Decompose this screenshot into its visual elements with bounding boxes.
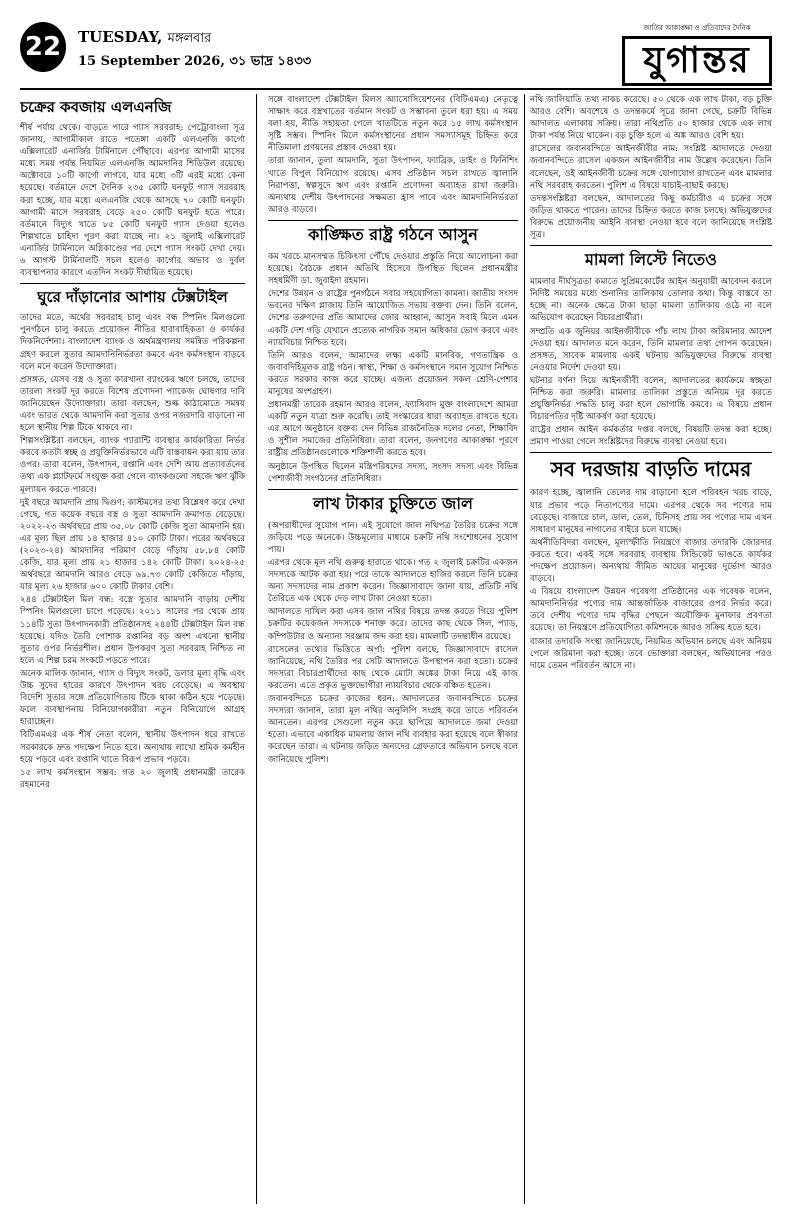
article-headline: সব দরজায় বাড়তি দামের xyxy=(550,457,752,482)
divider xyxy=(268,220,518,221)
logo-tagline: জাতির আকাঙ্ক্ষা ও প্রতিবাদের দৈনিক xyxy=(643,24,751,32)
divider xyxy=(530,452,772,453)
divider xyxy=(20,283,245,284)
page-number: 22 xyxy=(20,22,66,72)
article-paragraph: ১৫ লাখ কর্মসংস্থান সম্ভব: গত ২০ জুলাই প্রধানমন্ত্রী তারেক রহমানের xyxy=(20,767,245,790)
article-paragraph: কম খরচে মানসম্মত চিকিৎসা পৌঁছে দেওয়ার প্রস্তুতি নিয়ে আলোচনা করা হয়েছে। বৈঠকে প্রধান অতিথি হিসেবে উপস্থিত ছিলেন প্রধানমন্ত্রীর সহধর্মিণী ডা. জুবাইদা রহমান। xyxy=(268,251,518,287)
article-headline: মামলা লিস্টে নিতেও xyxy=(585,250,717,270)
article-paragraph: কারণ হচ্ছে, জ্বালানি তেলের দাম বাড়ানো হলে পরিবহন খরচ বাড়ে, যার প্রভাব পড়ে নিত্যপণ্যের দামে। এরপর থেকে সব পণ্যের দাম বেড়েছে। বাজারে চাল, ডাল, তেল, চিনিসহ প্রায় সব পণ্যের দাম এখন সাধারণ মানুষের নাগালের বাইরে চলে যাচ্ছে। xyxy=(530,488,772,535)
masthead xyxy=(20,22,772,84)
article-paragraph: নথি জালিয়াতি তথ্য নাকচ করেছে। ৫০ থেকে এক লাখ টাকা, বড় চুক্তি আরও বেশি। অবশেষে ও তদন্তকর্মে সূত্রে জানা গেছে, চক্রটি বিভিন্ন আদালত এলাকায় সক্রিয়। তারা নথিপ্রতি ৫০ হাজার থেকে এক লাখ টাকা পর্যন্ত নিয়ে থাকেন। বড় চুক্তি হলে এ অঙ্ক আরও বেশি হয়। xyxy=(530,95,772,142)
article-headline: কাঙ্ক্ষিত রাষ্ট্র গঠনে আসুন xyxy=(308,224,478,244)
issue-date: 15 September 2026, ৩১ ভাদ্র ১৪৩৩ xyxy=(78,54,312,69)
article-paragraph: বিটিএমএর এক শীর্ষ নেতা বলেন, স্থানীয় উৎপাদন ধরে রাখতে সরকারকে দ্রুত পদক্ষেপ নিতে হবে। অন্যথায় লাখো শ্রমিক কর্মহীন হয়ে পড়বে এবং রপ্তানি খাতে বিরূপ প্রভাব পড়বে। xyxy=(20,730,245,765)
article-paragraph: রাষ্ট্রের প্রধান আইন কর্মকর্তার দপ্তর বলছে, বিষয়টি তদন্ত করা হচ্ছে। প্রমাণ পাওয়া গেলে সংশ্লিষ্টদের বিরুদ্ধে ব্যবস্থা নেওয়া হবে। xyxy=(530,425,772,448)
newspaper-logo xyxy=(622,22,772,82)
article-paragraph: তিনি আরও বলেন, আমাদের লক্ষ্য একটি মানবিক, গণতান্ত্রিক ও জবাবদিহিমূলক রাষ্ট্র গঠন। স্বাস্থ্য, শিক্ষা ও কর্মসংস্থানে সমান সুযোগ নিশ্চিত করতে সরকার কাজ করে যাচ্ছে। এজন্য প্রয়োজন সকল শ্রেণি-পেশার মানুষের অংশগ্রহণ। xyxy=(268,350,518,397)
column-divider xyxy=(524,94,525,1204)
article-paragraph: দেশের উন্নয়ন ও রাষ্ট্রের পুনর্গঠনে সবার সহযোগিতা কামনা। জাতীয় সংসদ ভবনের দক্ষিণ প্লাজায় তিনি আয়োজিত সভায় বক্তব্য দেন। তিনি বলেন, দেশের তরুণদের প্রতি আমাদের জোর আহ্বান, আসুন সবাই মিলে এমন একটি দেশ গড়ি যেখানে প্রত্যেক নাগরিক সমান অধিকার ভোগ করবে এবং ন্যায়বিচার নিশ্চিত হবে। xyxy=(268,289,518,348)
issue-day xyxy=(78,28,211,50)
column-divider xyxy=(256,94,257,1204)
article-paragraph: শিল্পসংশ্লিষ্টরা বলছেন, ব্যাংক গ্যারান্টি ব্যবস্থার কার্যকারিতা নির্ভর করবে কতটা স্বচ্ছ ও প্রযুক্তিনির্ভরভাবে এটি বাস্তবায়ন করা যায় তার ওপর। তারা বলেন, উৎপাদন, রপ্তানি এবং দেশি আয় প্রত্যাবর্তনের তথ্য এক প্ল্যাটফর্মে সংযুক্ত করা গেলে ব্যাংকগুলো সহজে ঋণ ঝুঁকি মূল্যায়ন করতে পারবে। xyxy=(20,436,245,495)
article-paragraph: দুই বছরে আমদানি প্রায় দ্বিগুণ: কাস্টমসের তথ্য বিশ্লেষণ করে দেখা গেছে, গত কয়েক বছরে বস্ত্র ও সুতা আমদানি ক্রমাগত বেড়েছে। ২০২২-২৩ অর্থবছরে প্রায় ৩৫.০৮ কোটি কেজি সুতা আমদানি হয়। এর মূল্য ছিল প্রায় ১৪ হাজার ৪১০ কোটি টাকা। পরের অর্থবছরে (২০২৩-২৪) আমদানির পরিমাণ বেড়ে দাঁড়ায় ৫৮.৮৪ কোটি কেজি, যার মূল্য প্রায় ২১ হাজার ১৪২ কোটি টাকা। ২০২৪-২৫ অর্থবছরে আমদানি আরও বেড়ে ৬৯.৭৩ কোটি কেজিতে দাঁড়ায়, যার মূল্য ২৬ হাজার ৬০০ কোটি টাকার বেশি। xyxy=(20,497,245,593)
article-paragraph: এরপর থেকে মূল নথি গুরুত্ব হারাতে থাকে। গত ২ জুলাই চক্রটির একজন সদস্যকে আটক করা হয়। পরে তাকে আদালতে হাজির করলে তিনি চক্রের অন্য সদস্যদের নাম প্রকাশ করেন। জিজ্ঞাসাবাদে জানা যায়, প্রতিটি নথি তৈরিতে এক থেকে দেড় লাখ টাকা নেওয়া হতো। xyxy=(268,558,518,605)
article-paragraph: তদন্তসংশ্লিষ্টরা বলছেন, আদালতের কিছু কর্মচারীও এ চক্রের সঙ্গে জড়িত থাকতে পারেন। তাদের চিহ্নিত করতে কাজ চলছে। অভিযুক্তদের বিরুদ্ধে প্রয়োজনীয় আইনি ব্যবস্থা নেওয়া হবে বলে জানিয়েছে সংশ্লিষ্ট সূত্র। xyxy=(530,193,772,241)
article-paragraph: প্রধানমন্ত্রী তারেক রহমান আরও বলেন, ফ্যাসিবাদ মুক্ত বাংলাদেশে আমরা একটি নতুন যাত্রা শুরু করেছি। তাই সংস্কারের ধারা অব্যাহত রাখতে হবে। এর আগে অনুষ্ঠানে বক্তব্য দেন বিভিন্ন রাজনৈতিক দলের নেতা, শিক্ষাবিদ ও সুশীল সমাজের প্রতিনিধিরা। তারা বলেন, জনগণের আকাঙ্ক্ষা পূরণে রাষ্ট্রীয় প্রতিষ্ঠানগুলোকে শক্তিশালী করতে হবে। xyxy=(268,400,518,459)
article-paragraph: তাদের মতে, অর্থের সরবরাহ চালু এবং বন্ধ স্পিনিং মিলগুলো পুনর্গঠনে চালু করতে প্রয়োজন নীতির ধারাবাহিকতা ও কার্যকর দিকনির্দেশনা। বাংলাদেশ ব্যাংক ও অর্থমন্ত্রণালয় সমন্বিত পরিকল্পনা গ্রহণ করলে সুতার আমদানিনির্ভরতা কমবে এবং কর্মসংস্থান বাড়বে বলে মনে করেন উদ্যোক্তারা। xyxy=(20,313,245,372)
day-en: TUESDAY, xyxy=(78,28,163,46)
article-headline: ঘুরে দাঁড়ানোর আশায় টেক্সটাইল xyxy=(37,288,228,307)
article-paragraph: অর্থনীতিবিদরা বলছেন, মূল্যস্ফীতি নিয়ন্ত্রণে বাজার তদারকি জোরদার করতে হবে। একই সঙ্গে সরবরাহ ব্যবস্থায় সিন্ডিকেট ভাঙতে কার্যকর পদক্ষেপ প্রয়োজন। অন্যথায় সীমিত আয়ের মানুষের দুর্ভোগ আরও বাড়বে। xyxy=(530,537,772,585)
article-paragraph: অনেক মালিক জানান, গ্যাস ও বিদ্যুৎ সংকট, ডলার মূল্য বৃদ্ধি এবং উচ্চ সুদের হারের কারণে উৎপাদন খরচ বেড়েছে। এ অবস্থায় বিদেশি সুতার সঙ্গে প্রতিযোগিতায় টিকে থাকা কঠিন হয়ে পড়েছে। ফলে ব্যবস্থাপনায় বিনিয়োগকারীরা নতুন বিনিয়োগে আগ্রহ হারাচ্ছেন। xyxy=(20,668,245,728)
article-paragraph: তারা জানান, তুলা আমদানি, সুতা উৎপাদন, ফ্যাব্রিক, ডাইং ও ফিনিশিং খাতে বিপুল বিনিয়োগ রয়েছে। এসব প্রতিষ্ঠান সচল রাখতে জ্বালানি নিরাপত্তা, স্বল্পসুদে ঋণ এবং রপ্তানি প্রণোদনা অব্যাহত রাখা জরুরি। অন্যথায় দেশীয় উৎপাদনের সক্ষমতা হ্রাস পাবে এবং আমদানিনির্ভরতা আরও বাড়বে। xyxy=(268,156,518,215)
article-paragraph: আদালতে দাখিল করা এসব জাল নথির বিষয়ে তদন্ত করতে গিয়ে পুলিশ চক্রটির কয়েকজন সদস্যকে শনাক্ত করে। তাদের কাছ থেকে সিল, প্যাড, কম্পিউটার ও অন্যান্য সরঞ্জাম জব্দ করা হয়। মামলাটি তদন্তাধীন রয়েছে। xyxy=(268,607,518,642)
article-paragraph: বাজার তদারকি সংস্থা জানিয়েছে, নিয়মিত অভিযান চলছে এবং অনিয়ম পেলে জরিমানা করা হচ্ছে। তবে ভোক্তারা বলছেন, অভিযানের পরও দামে তেমন পরিবর্তন আসে না। xyxy=(530,636,772,671)
column-2 xyxy=(268,94,518,1204)
article-headline: লাখ টাকার চুক্তিতে জাল xyxy=(313,493,473,513)
article-paragraph: রাসেলের তথ্যের ভিত্তিতে অর্পা: পুলিশ বলছে, জিজ্ঞাসাবাদে রাসেল জানিয়েছে, নথি তৈরির পর সেটি আদালতে উপস্থাপন করা হতো। চক্রের সদস্যরা বিচারপ্রার্থীদের কাছ থেকে মোটা অঙ্কের টাকা নিয়ে এই কাজ করতেন। এতে প্রকৃত ভুক্তভোগীরা ন্যায়বিচার থেকে বঞ্চিত হতেন। xyxy=(268,644,518,691)
divider xyxy=(268,489,518,490)
day-bn: মঙ্গলবার xyxy=(167,31,212,46)
article-paragraph: (অপরাধীদের সুযোগ পান। এই সুযোগে জাল নথিপত্র তৈরির চক্রের সঙ্গে জড়িয়ে পড়ে অনেকে। উচ্চমূল্যের মাধ্যমে চক্রটি নথি সংশোধনের সুযোগ পায়। xyxy=(268,520,518,555)
article-headline: চক্রের কবজায় এলএনজি xyxy=(20,98,172,116)
article-paragraph: রাসেলের জবানবন্দিতে আইনজীবীর নাম: সংশ্লিষ্ট আদালতে দেওয়া জবানবন্দিতে রাসেল একজন আইনজীবীর নাম উল্লেখ করেছেন। তিনি বলেছেন, ওই আইনজীবী চক্রের সঙ্গে যোগাযোগ রাখতেন এবং মামলার নথি সরবরাহ করতেন। পুলিশ এ বিষয়ে যাচাই-বাছাই করছে। xyxy=(530,144,772,191)
masthead-rule xyxy=(20,88,772,90)
article-paragraph: ঘটনার বর্ণনা দিয়ে আইনজীবী বলেন, আদালতের কার্যক্রমে স্বচ্ছতা নিশ্চিত করা জরুরি। মামলার তালিকা প্রস্তুতে অনিয়ম দূর করতে প্রযুক্তিনির্ভর পদ্ধতি চালু করা হলে ভোগান্তি কমবে। এ বিষয়ে প্রধান বিচারপতির দৃষ্টি আকর্ষণ করা হয়েছে। xyxy=(530,375,772,423)
logo-wordmark: যুগান্তর xyxy=(622,36,772,86)
article-paragraph: জবানবন্দিতে চক্রের কাজের ধরন: আদালতের জবানবন্দিতে চক্রের সদস্যরা জানান, তারা মূল নথির অনুলিপি সংগ্রহ করে তাতে পরিবর্তন আনতেন। এরপর সেগুলো নতুন করে ছাপিয়ে আদালতে জমা দেওয়া হতো। এভাবে একাধিক মামলায় জাল নথি ব্যবহার করা হয়েছে বলে স্বীকার করেছেন তারা। এ ঘটনায় জড়িত অন্যদের গ্রেফতারে অভিযান চলছে বলে জানিয়েছে পুলিশ। xyxy=(268,694,518,765)
article-paragraph: শীর্ষ পর্যায় থেকে। বাড়তে পারে গ্যাস সরবরাহ: পেট্রোবাংলা সূত্র জানায়, আগামীকাল রাতে পতেঙ্গা একটি এলএনজি কার্গো এক্সিলারেট এনার্জির টার্মিনালে পৌঁছাবে। এরপর আগামী মাসের মধ্যে সময় পর্যন্ত নিয়মিত এলএনজি আমদানির শিডিউল রয়েছে। অক্টোবরে ১০টি কার্গো লাগবে, যার মধ্যে ৩টি এরই মধ্যে কেনা হয়েছে। বর্তমানে দেশে দৈনিক ২৩৫ কোটি ঘনফুট গ্যাস সরবরাহ করা হচ্ছে, যার মধ্যে এলএনজি থেকে আসছে ৭০ কোটি ঘনফুট। আগামী মাসে সরবরাহ বেড়ে ২৫০ কোটি ঘনফুট হতে পারে। বর্তমানে বিদ্যুৎ খাতে ৮৫ কোটি ঘনফুট গ্যাস দেওয়া হলেও শিল্পখাতে চাহিদা পূরণ করা যাচ্ছে না। ২১ জুলাই এক্সিলারেট এনার্জির টার্মিনালে অগ্নিকাণ্ডের পর দেশে গ্যাস সংকট দেখা দেয়। ৬ আগস্ট টার্মিনালটি সচল হলেও কার্গোর অভাব ও দুর্বল ব্যবস্থাপনার কারণে এতদিন সংকট দীর্ঘায়িত হয়েছে। xyxy=(20,123,245,279)
column-3 xyxy=(530,94,772,1204)
column-1 xyxy=(20,94,245,1204)
article-paragraph: অনুষ্ঠানে উপস্থিত ছিলেন মন্ত্রিপরিষদের সদস্য, সংসদ সদস্য এবং বিভিন্ন পেশাজীবী সংগঠনের প্রতিনিধিরা। xyxy=(268,461,518,484)
article-paragraph: সম্প্রতি এক জুনিয়র আইনজীবীকে পাঁচ লাখ টাকা জরিমানার আদেশ দেওয়া হয়। আদালত মনে করেন, তিনি মামলার তথ্য গোপন করেছেন। প্রসঙ্গত, সাবেক মামলায় একই ঘটনায় অভিযুক্তদের বিরুদ্ধে ব্যবস্থা নেওয়ার নির্দেশ দেওয়া হয়। xyxy=(530,326,772,373)
article-paragraph: মামলার দীর্ঘসূত্রতা কমাতে সুপ্রিমকোর্টের আইন অনুযায়ী আবেদন করলে নির্দিষ্ট সময়ের মধ্যে শুনানির তালিকায় তোলার কথা। কিন্তু বাস্তবে তা হচ্ছে না। অনেক ক্ষেত্রে টাকা ছাড়া মামলা তালিকায় ওঠে না বলে অভিযোগ করেছেন বিচারপ্রার্থীরা। xyxy=(530,277,772,324)
article-paragraph: এ বিষয়ে বাংলাদেশ উন্নয়ন গবেষণা প্রতিষ্ঠানের এক গবেষক বলেন, আমদানিনির্ভর পণ্যের দাম আন্তর্জাতিক বাজারের ওপর নির্ভর করে। তবে দেশীয় পণ্যের দাম বৃদ্ধির পেছনে অযৌক্তিক মুনাফার প্রবণতা রয়েছে। তা নিয়ন্ত্রণে প্রতিযোগিতা কমিশনকে আরও সক্রিয় হতে হবে। xyxy=(530,587,772,634)
article-paragraph: সঙ্গে বাংলাদেশ টেক্সটাইল মিলস অ্যাসোসিয়েশনের (বিটিএমএ) নেতৃত্বে সাক্ষাৎ করে বস্ত্রখাতের বর্তমান সংকট ও সম্ভাবনা তুলে ধরা হয়। এ সময় বলা হয়, নীতি সহায়তা পেলে খাতটিতে নতুন করে ১৫ লাখ কর্মসংস্থান সৃষ্টি সম্ভব। স্পিনিং মিলে কর্মসংস্থানের প্রধান সমস্যাসমূহ চিহ্নিত করে নীতিমালা প্রণয়নের প্রস্তাব দেওয়া হয়। xyxy=(268,95,518,154)
article-paragraph: প্রসঙ্গত, যেসব বস্ত্র ও সুতা কারখানা ব্যাংকের ঋণে চলছে, তাদের তারল্য সংকট দূর করতে বিশেষ প্রণোদনা প্যাকেজ ঘোষণার দাবি জানিয়েছেন উদ্যোক্তারা। তারা বলছেন, শুল্ক কাঠামোতে সমন্বয় এবং ভারত থেকে আমদানি করা সুতার ওপর নজরদারি বাড়ানো না হলে স্থানীয় শিল্প টিকে থাকবে না। xyxy=(20,374,245,434)
article-paragraph: ২৪৪ টেক্সটাইল মিল বন্ধ: বস্ত্রে সুতার আমদানি বাড়ায় দেশীয় স্পিনিং মিলগুলো চাপে পড়েছে। ২০১১ সালের পর থেকে প্রায় ১১৪টি সুতা উৎপাদনকারী প্রতিষ্ঠানসহ ২৪৪টি টেক্সটাইল মিল বন্ধ হয়েছে। যদিও তৈরি পোশাক রপ্তানির বড় অংশ এখনো স্থানীয় সুতার ওপর নির্ভরশীল। প্রধান উপকরণ সুতা সরবরাহ নিশ্চিত না হলে এ শিল্প চরম সংকটে পড়তে পারে। xyxy=(20,595,245,666)
divider xyxy=(530,245,772,246)
